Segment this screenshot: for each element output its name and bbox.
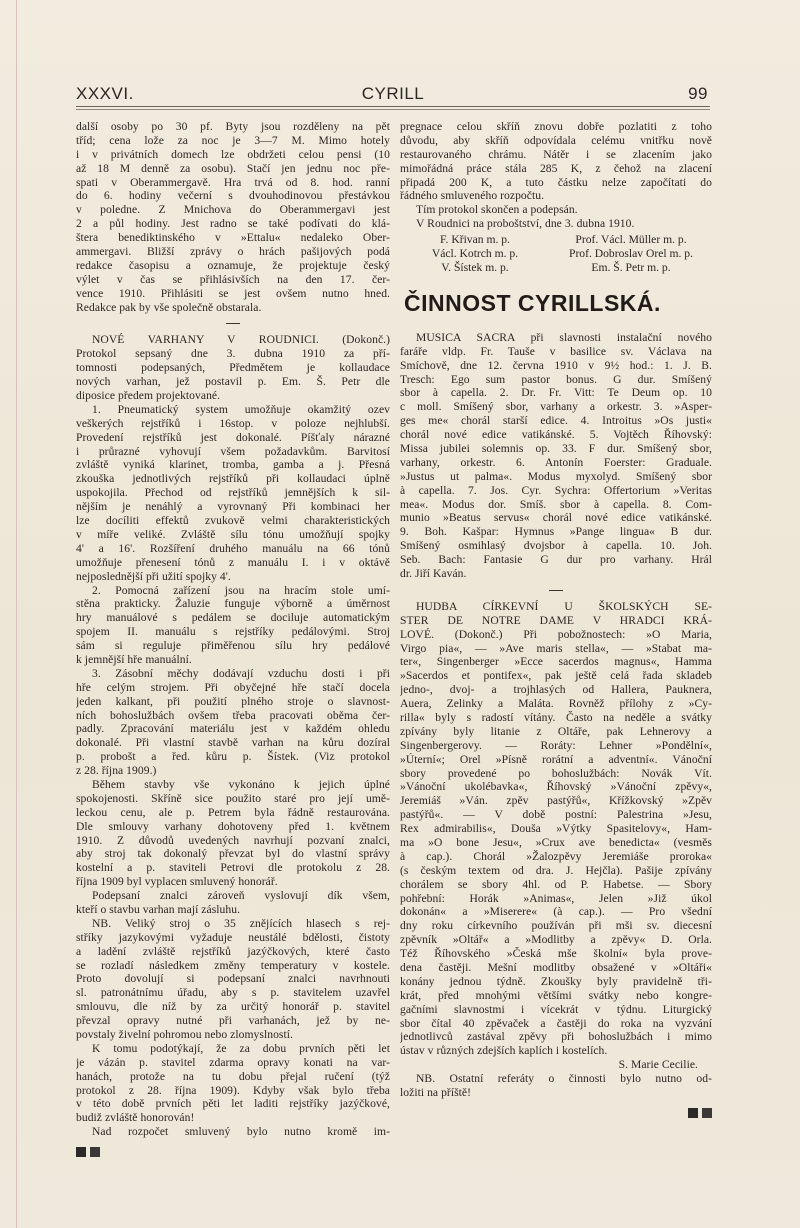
text-line: pohřební: Horák »Animas«, Jelen »Již úkol	[400, 891, 712, 905]
text-line: c moll. Smíšený sbor, varhany a orkestr. 3. »Asper-	[400, 400, 712, 414]
paragraph-1	[76, 403, 390, 584]
text-line: nových varhan, jež postavil p. Em. Š. Petr dle	[76, 375, 390, 389]
text-line: v míře veliké. Zvláště sílu tónu umožňují spojky	[76, 527, 390, 541]
paragraph-7	[76, 1042, 390, 1125]
text-line: Tresch: Ego sum pastor bonus. G dur. Smíšený	[400, 372, 712, 386]
ornament-block	[688, 1108, 698, 1118]
signature-right: Prof. Václ. Müller m. p.	[575, 233, 687, 247]
text-line: gačními slavnostmi i vícekrát v týdnu. Liturgický	[400, 1002, 712, 1016]
text-line: sbory provedené po bohoslužbách: Novák Vít.	[400, 766, 712, 780]
signature-row	[400, 261, 712, 275]
text-line: chorálem se sbory 4hl. od P. Habetse. — Sbory	[400, 877, 712, 891]
text-line: faráře vldp. Fr. Tauše v basilice sv. Václava na	[400, 344, 712, 358]
text-line: dokonalé. Při vlastní stavbě varhan na kůru dozíral	[76, 736, 390, 750]
text-line: chorál nové edice vatikánské. 5. Vojtěch Říhovský:	[400, 428, 712, 442]
signatures	[400, 233, 712, 275]
text-line: protokol z 28. října 1909). Kdyby však bylo třeba	[76, 1083, 390, 1097]
signature-right: Em. Š. Petr m. p.	[591, 260, 671, 274]
text-line: jednotlivců zastával zpěvy při bohoslužbách i mimo	[400, 1030, 712, 1044]
text-line: 1. Pneumatický system umožňuje okamžitý ozev	[92, 402, 390, 416]
text-line: 2. Pomocná zařízení jsou na hracím stole umí-	[92, 583, 390, 597]
closing-paragraph	[400, 203, 712, 231]
text-line: Singenbergerovy. — Roráty: Lehner »Pondělní«,	[400, 738, 712, 752]
text-line: i průrazné vyhovují všem požadavkům. Barvitosí	[76, 444, 390, 458]
ornament-block	[90, 1147, 100, 1157]
text-line: Missa jubilei solemnis op. 33. F dur. Smíšený sbor,	[400, 441, 712, 455]
text-line: rilla« byly s radostí vítány. Často na neděle a svátky	[400, 711, 712, 724]
text-line: výlet v čas se přihlásivších na den 17. čer-	[76, 272, 390, 286]
text-line: Smíchově, dne 12. června 1910 v 9½ hod.: 1. J. B.	[400, 358, 712, 372]
text-line: 3. Zásobní měchy dodávají vzduchu dosti i při	[92, 666, 390, 680]
text-line: Podepsaní znalci zároveň vyslovují dík všem,	[92, 889, 390, 903]
text-line: dena častěji. Mešní modlitby obsažené v »Oltáři«	[400, 961, 712, 975]
text-line: ammergavi. Bližší zprávy o hrách pašijových podá	[76, 245, 390, 259]
right-column	[400, 120, 712, 1118]
text-line: zpívány byly litanie z Oltáře, pak Lehnerovy a	[400, 724, 712, 738]
text-line: Tím protokol skončen a podepsán.	[416, 203, 578, 217]
end-ornament-right	[400, 1108, 712, 1118]
signature-left: Václ. Kotrch m. p.	[431, 247, 519, 261]
text-line: aby stroj tak dokonalý převzat byl do vlastní správy	[76, 847, 390, 861]
text-line: p. probošt a řed. kůru p. Šístek. (Viz protokol	[76, 750, 390, 764]
paragraph-5	[76, 889, 390, 917]
text-line: ložiti na příště!	[400, 1086, 472, 1100]
text-line: leckou cenu, ale p. Petrem byla řádně restaurována.	[76, 805, 390, 819]
paragraph-4	[76, 778, 390, 889]
text-line: HUDBA CÍRKEVNÍ U ŠKOLSKÝCH SE-	[416, 599, 712, 613]
text-line: à cap.). Chorál »Žalozpěvy Jeremiáše proroka«	[400, 849, 712, 863]
text-line: varhany, orkestr. 6. Antonín Foerster: Graduale.	[400, 455, 712, 469]
text-line: »Justus ut palma«. Modus myxolyd. Smíšený sbor	[400, 469, 712, 483]
end-ornament-left	[76, 1147, 390, 1157]
text-line: munio »Beatus servus« chorál nové edice vatikánské.	[400, 511, 712, 525]
ornament-block	[76, 1147, 86, 1157]
text-line: spokojenosti. Skříně sice použito staré pro její umě-	[76, 791, 390, 805]
text-line: ních bohoslužbách ovšem třeba pracovati oběma čer-	[76, 708, 390, 722]
text-line: V Roudnici na proboštství, dne 3. dubna 1910.	[416, 217, 635, 231]
text-line: října 1909 byl vyplacen smluvený honorář.	[76, 875, 278, 889]
text-line: hanách, protože na tu dobu přejal ručení (týž	[76, 1069, 390, 1083]
text-line: STER DE NOTRE DAME V HRADCI KRÁ-	[400, 613, 712, 627]
hudba-paragraph	[400, 600, 712, 1058]
text-line: v této době prvních pěti let laditi rejstříky jazýčkové,	[76, 1097, 390, 1111]
text-line: NB. Veliký stroj o 35 znějících hlasech s rej-	[92, 916, 390, 930]
text-line: štera benediktinského v »Ettalu« nedaleko Ober-	[76, 231, 390, 245]
paragraph-6	[76, 917, 390, 1042]
text-line: 1910. Z důvodů uvedených navrhují pozvaní znalci,	[76, 833, 390, 847]
text-line: konány jednou týdně. Zkoušky byly pravidelně tři-	[400, 974, 712, 988]
text-line: sbor à capella. 2. Dr. Fr. Vitt: Te Deum op. 10	[400, 386, 712, 400]
journal-title: CYRILL	[361, 84, 425, 103]
paragraph-2	[76, 584, 390, 667]
volume-number: XXXVI.	[76, 84, 134, 103]
text-line: padly. Zpracování materiálu jest v každém ohledu	[76, 722, 390, 736]
text-line: Proto dovolují si podepsaní znalci navrhnouti	[76, 972, 390, 986]
author-signature: S. Marie Cecilie.	[618, 1058, 698, 1072]
text-line: K tomu podotýkají, že za dobu prvních pěti let	[92, 1041, 390, 1055]
signature-left: F. Křivan m. p.	[440, 233, 510, 247]
continuation-paragraph	[400, 120, 712, 203]
text-line: tříd; cena lože za noc je 3—7 M. Mimo hotely	[76, 133, 390, 147]
text-line: v poledne. Z Mnichova do Oberammergavi jest	[76, 203, 390, 217]
text-line: Smíšený osmihlasý dvojsbor à capella. 10. Joh.	[400, 539, 712, 553]
text-line: umožňuje přenesení tónů z manuálu I. i v oktávě	[76, 555, 390, 569]
signature-row	[400, 247, 712, 261]
left-column	[76, 120, 390, 1157]
page-edge-line	[16, 0, 17, 1228]
text-line: nejposlednější při užití spojky 4'.	[76, 569, 231, 583]
text-line: dny roku církevního používán při mši sv. diecesní	[400, 919, 712, 933]
text-line: uspokojila. Přechod od rejstříků jemnějších k sil-	[76, 486, 390, 500]
text-line: sl. patronátnímu úřadu, aby s p. stavitelem uzavřel	[76, 986, 390, 1000]
page-number: 99	[688, 84, 708, 103]
text-line: LOVÉ. (Dokonč.) Při pobožnostech: »O Maria,	[400, 627, 712, 641]
text-line: Během stavby vše vykonáno k jejich úplné	[92, 777, 390, 791]
text-line: spojem II. manuálu s rejstříky pedálovými. Stroj	[76, 625, 390, 639]
text-line: 4' a 16'. Rozšíření druhého manuálu na 66 tónů	[76, 541, 390, 555]
text-line: Virgo pia«, — »Ave maris stella«, — »Stabat ma-	[400, 641, 712, 655]
text-line: sbor čítal 40 zpěvaček a častěji do roka na vyzvání	[400, 1016, 712, 1030]
text-line: do 6. hodiny večerní s dvouhodinovou přestávkou	[76, 189, 390, 203]
text-line: veškerých rejstříků i 16stop. v poloze nejhlubší.	[76, 416, 390, 430]
text-line: vence 1910. Přihlásiti se jest ovšem nutno hned.	[76, 286, 390, 300]
section-divider	[226, 323, 240, 324]
text-line: z 28. října 1909.)	[76, 764, 157, 778]
text-line: spati v Oberammergavě. Hra trvá od 8. hod. ranní	[76, 175, 390, 189]
text-line: jeden kalkant, při použití plného stroje o slavnost-	[76, 694, 390, 708]
text-line: Redakce pak by vše společně obstarala.	[76, 300, 262, 314]
header-rule	[76, 106, 710, 107]
text-line: převzal opravy nutné při varhanách, jež by ne-	[76, 1014, 390, 1028]
text-line: diposice předem projektované.	[76, 389, 221, 403]
text-line: se rozladí následkem změny temperatury v kostele.	[76, 958, 390, 972]
text-line: smlouvu, dle níž by za určitý honorář p. stavitel	[76, 1000, 390, 1014]
text-line: »Vánoční ukolébavka«, Říhovský »Vánoční zpěvy«,	[400, 780, 712, 794]
text-line: »Sacerdos et pontifex«, pak ještě celá řada skladeb	[400, 669, 712, 683]
text-line: NB. Ostatní referáty o činnosti bylo nutno od-	[416, 1072, 712, 1086]
text-line: kteří o stavbu varhan mají zásluhu.	[76, 902, 241, 916]
running-header	[76, 84, 710, 106]
text-line: zkouška jednotlivých rejstříků při kollaudaci úplně	[76, 472, 390, 486]
text-line: dr. Jiří Kaván.	[400, 566, 467, 580]
header-rule-second	[76, 109, 710, 110]
text-line: je vázán p. stavitel zdarma opravy konati na var-	[76, 1055, 390, 1069]
text-line: sám si reguluje přiměřenou sílu hry pedálové	[76, 639, 390, 653]
signature-right: Prof. Dobroslav Orel m. p.	[569, 247, 693, 261]
text-line: Protokol sepsaný dne 3. dubna 1910 za pří-	[76, 347, 390, 361]
signature-left: V. Šístek m. p.	[441, 260, 509, 274]
text-line: i v privátních domech lze obdržeti celou pensi (10	[76, 147, 390, 161]
text-line: »Úterní«; Orel »Písně rorátní a adventní«. Vánoční	[400, 752, 712, 766]
text-line: a ladění zvláště rejstříků jazýčkových, které často	[76, 944, 390, 958]
text-line: 9. Boh. Kašpar: Hymnus »Pange lingua« B dur.	[400, 525, 712, 539]
text-line: Provedení rejstříků jest dokonalé. Píšťaly nárazné	[76, 430, 390, 444]
text-line: Též Říhovského »Česká mše školní« byla prove-	[400, 947, 712, 961]
paragraph-3	[76, 667, 390, 778]
text-line: lze docíliti effektů zvukově velmi charakteristických	[76, 514, 390, 528]
text-line: hry manuálové s pedálem se dociluje automatickým	[76, 611, 390, 625]
text-line: stříky jazykovými vyžaduje neustálé bdělosti, čistoty	[76, 930, 390, 944]
musica-sacra-paragraph	[400, 331, 712, 581]
text-line: povstaly živelní pohromou nebo zlomyslností.	[76, 1028, 293, 1041]
text-line: Seb. Bach: Fantasie G dur pro varhany. Hrál	[400, 553, 712, 567]
text-line: k jemnější hře manuální.	[76, 652, 192, 666]
text-line: ma »O bone Jesu«, »Crux ave benedicta« (vesměs	[400, 836, 712, 850]
text-line: à capella. 7. Jos. Cyr. Sychra: Offertorium »Veritas	[400, 483, 712, 497]
text-line: Nad rozpočet smluvený bylo nutno kromě im-	[92, 1125, 390, 1139]
text-line: další osoby po 30 pf. Byty jsou rozděleny na pět	[76, 120, 390, 133]
text-line: MUSICA SACRA při slavnosti instalační nového	[416, 330, 712, 344]
text-line: ges me« chorál starší edice. 4. Introitus »Os justi«	[400, 414, 712, 428]
text-line: mimořádná práce stála 285 K, z čehož na zlacení	[400, 161, 712, 175]
nb-paragraph	[400, 1072, 712, 1100]
intro-paragraph	[76, 120, 390, 314]
text-line: připadá 200 K, a tuto částku nelze započítati do	[400, 175, 712, 189]
text-line: budiž zvláště honorován!	[76, 1111, 195, 1125]
text-line: pregnace celou skříň znovu dobře pozlatiti z toho	[400, 120, 712, 133]
text-line: restaurovaného chrámu. Nátěr i se zlacením jako	[400, 147, 712, 161]
text-line: redakce časopisu a oznamuje, že projektuje český	[76, 258, 390, 272]
text-line: ter«, Singenberger »Ecce sacerdos magnus«, Hamma	[400, 655, 712, 669]
article-title: NOVÉ VARHANY V ROUDNICI. (Dokonč.)	[92, 333, 390, 347]
text-line: kostelní a p. staviteli Petrovi dle protokolu z 28.	[76, 861, 390, 875]
text-line: Jeremiáš »Ván. zpěv pastýřů«, Křížkovský »Zpěv	[400, 794, 712, 808]
text-line: Rex admirabilis«, Douša »Výtky Spasitelovy«, Ham-	[400, 822, 712, 836]
protocol-paragraph	[76, 347, 390, 403]
text-line: (s českým textem od dra. J. Hejčla). Pašije zpívány	[400, 863, 712, 877]
text-line: důvodu, aby skříň odpovídala celému vnitřku nově	[400, 133, 712, 147]
text-line: Auera, Zelinky a Maláta. Rovněž přílohy z »Cy-	[400, 697, 712, 711]
ornament-block	[702, 1108, 712, 1118]
text-line: hře celým strojem. Při obyčejné hře stačí docela	[76, 680, 390, 694]
text-line: až 18 M denně za osobu). Stačí jen jednu noc pře-	[76, 161, 390, 175]
text-line: 2 a půl hodiny. Jest radno se také podívati do klá-	[76, 217, 390, 231]
section-title: ČINNOST CYRILLSKÁ.	[404, 289, 661, 316]
text-line: mea«. Modus dor. Smíš. sbor à capella. 8. Com-	[400, 497, 712, 511]
text-line: ústav v různých zdejších kaplích i kostelích.	[400, 1044, 608, 1058]
text-line: stěna prakticky. Žaluzie funguje výborně a úměrnost	[76, 597, 390, 611]
section-divider	[549, 590, 563, 591]
text-line: jedno-, dvoj- a trojhlasých od Hallera, Pauknera,	[400, 683, 712, 697]
text-line: Dle smlouvy varhany dohotoveny před 1. květnem	[76, 819, 390, 833]
text-line: nějším je nenáhlý a vyrovnaný Při kombinaci her	[76, 500, 390, 514]
text-line: řádného smluveného rozpočtu.	[400, 189, 545, 203]
text-line: pastýřů«. — V době postní: Palestrina »Jesu,	[400, 808, 712, 822]
signature-row	[400, 233, 712, 247]
text-line: zvláště vyniká klarinet, tromba, gamba a j. Přesná	[76, 458, 390, 472]
text-line: dokonán« a »Miserere« (à cap.). — Pro všední	[400, 905, 712, 919]
text-line: krát, před mnohými většími svátky nebo kongre-	[400, 988, 712, 1002]
text-line: zpěvník »Oltář« a »Modlitby a zpěvy« D. Orla.	[400, 933, 712, 947]
paragraph-8	[76, 1125, 390, 1139]
text-line: tomnosti podepsaných, Předmětem je kollaudace	[76, 361, 390, 375]
